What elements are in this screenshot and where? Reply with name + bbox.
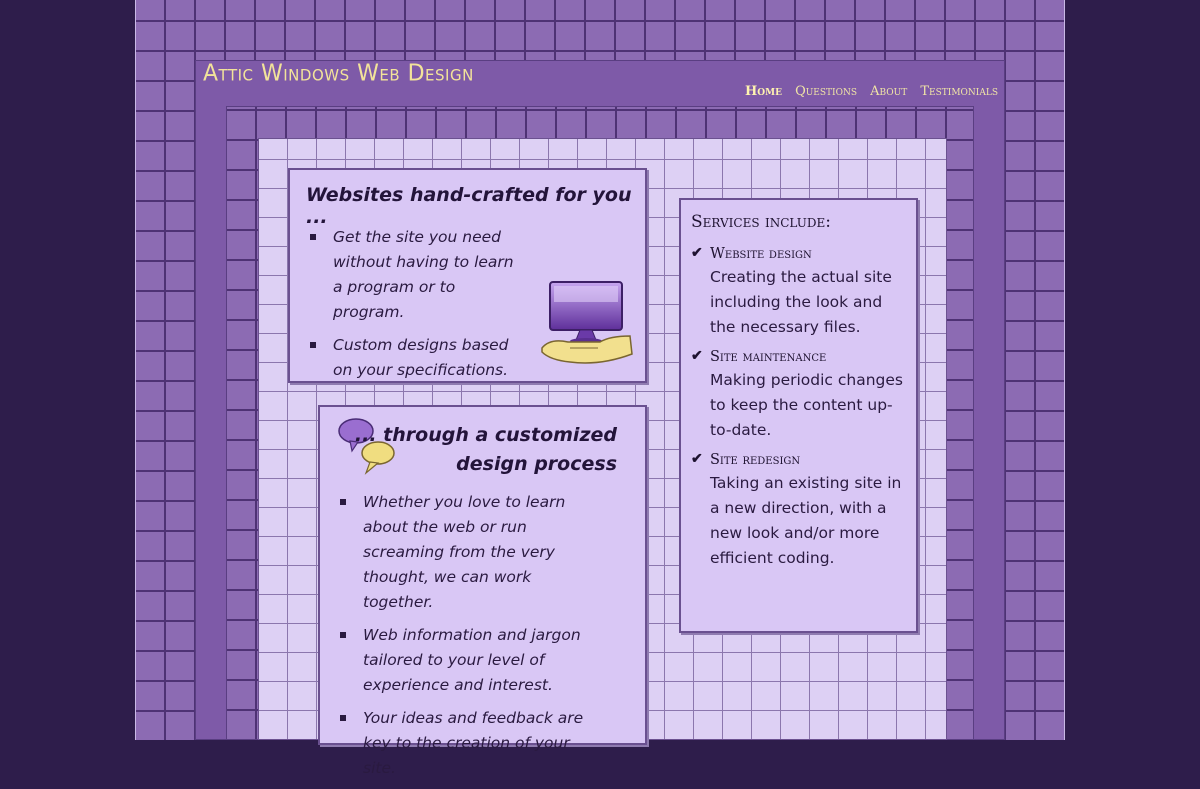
computer-in-hand-icon <box>540 278 635 368</box>
services-panel <box>679 198 918 633</box>
process-list <box>338 490 600 789</box>
service-item <box>691 246 906 340</box>
intro-heading: Websites hand-crafted for you ... <box>306 184 632 228</box>
service-description: Making periodic changes to keep the content up-to-date. <box>710 371 903 439</box>
process-heading-line2: design process <box>456 453 617 475</box>
service-name: Website design <box>710 246 812 262</box>
list-item: Your ideas and feedback are key to the creation of your site. <box>338 706 600 781</box>
main-nav <box>700 80 998 99</box>
nav-about[interactable]: About <box>870 84 908 99</box>
intro-panel <box>288 168 647 383</box>
service-item <box>691 452 906 571</box>
check-icon: ✔ <box>691 451 703 467</box>
list-item: Get the site you need without having to learn a program or to program. <box>308 225 523 325</box>
service-item <box>691 349 906 443</box>
services-title: Services include: <box>691 212 831 232</box>
nav-questions[interactable]: Questions <box>795 84 858 99</box>
service-description: Creating the actual site including the look and the necessary files. <box>710 268 892 336</box>
process-panel <box>318 405 647 777</box>
service-name: Site maintenance <box>710 349 827 365</box>
process-heading-line1: ... through a customized <box>354 424 617 446</box>
site-title[interactable]: Attic Windows Web Design <box>203 60 474 87</box>
process-heading <box>355 421 617 479</box>
list-item: Custom designs based on your specifications. <box>308 333 523 383</box>
nav-home[interactable]: Home <box>745 84 782 99</box>
check-icon: ✔ <box>691 245 703 261</box>
check-icon: ✔ <box>691 348 703 364</box>
service-description: Taking an existing site in a new direction, with a new look and/or more efficient coding. <box>710 474 902 567</box>
list-item: Web information and jargon tailored to your level of experience and interest. <box>338 623 600 698</box>
service-name: Site redesign <box>710 452 801 468</box>
intro-list <box>308 225 523 391</box>
nav-testimonials[interactable]: Testimonials <box>920 84 998 99</box>
list-item: Whether you love to learn about the web or run screaming from the very thought, we can work together. <box>338 490 600 615</box>
